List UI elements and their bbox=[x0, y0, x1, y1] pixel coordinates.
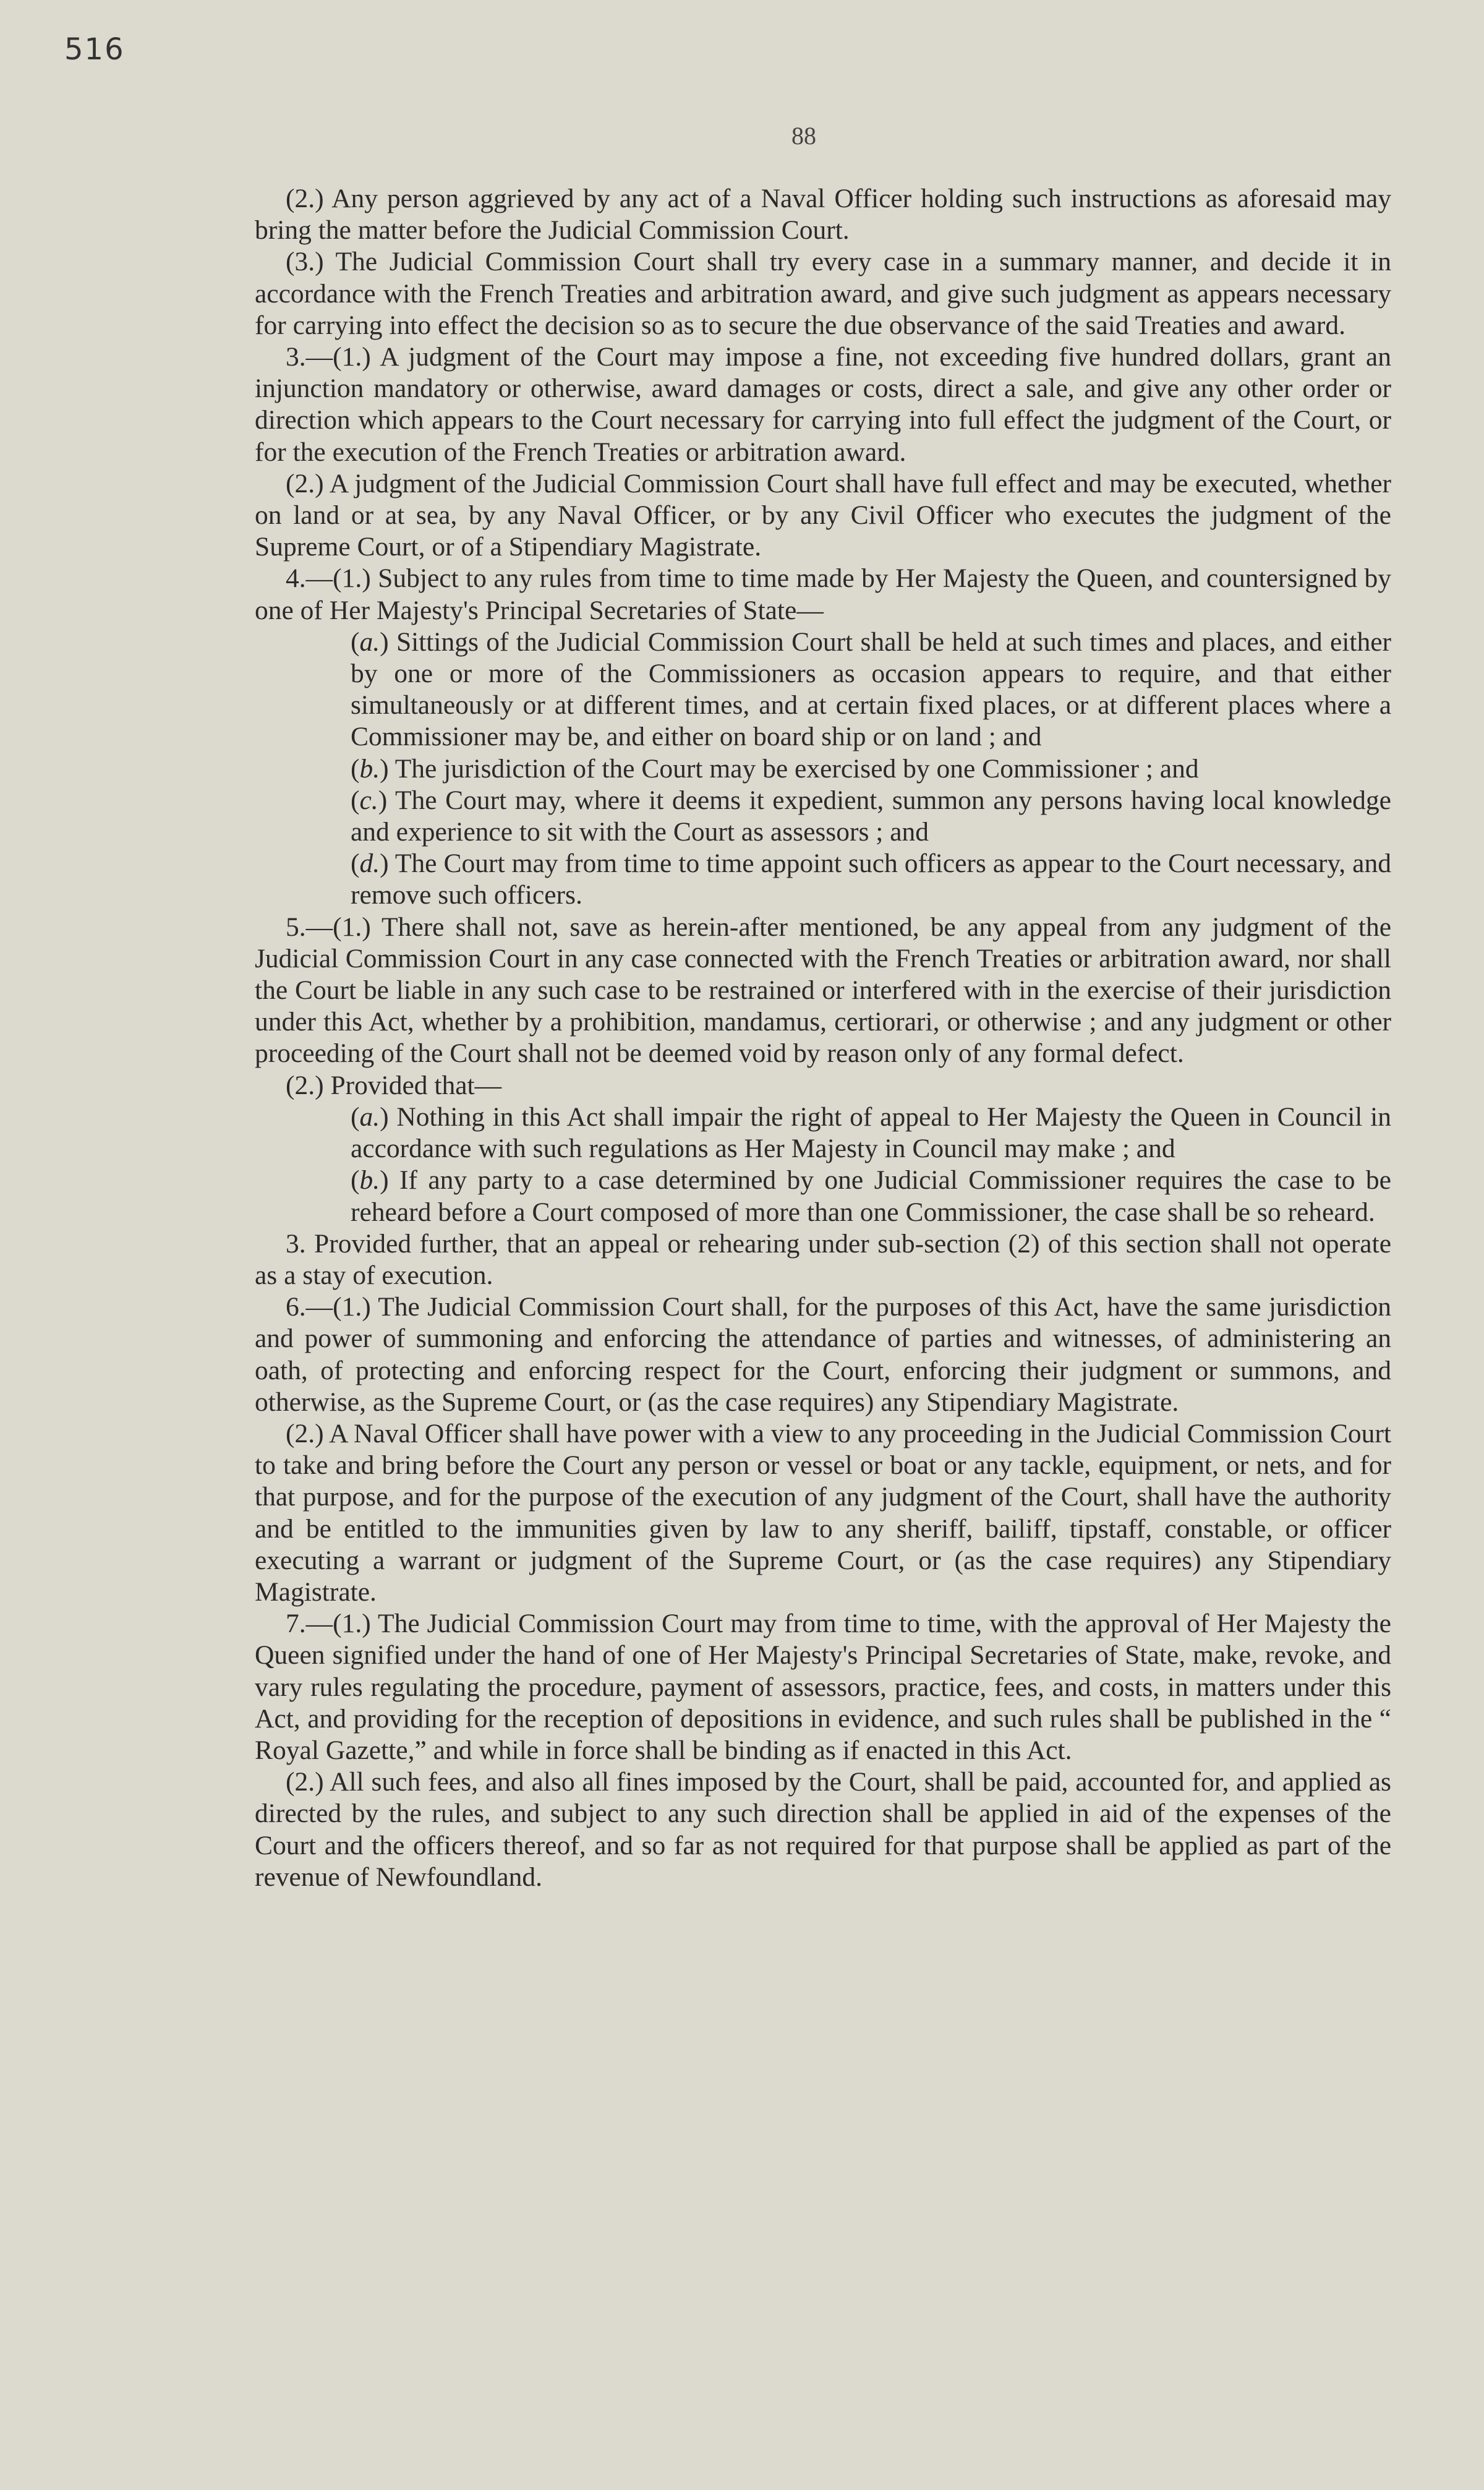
paragraph: (2.) Provided that— bbox=[286, 1070, 502, 1100]
list-item: (b.) The jurisdiction of the Court may be exercised by one Commissioner ; and bbox=[351, 753, 1199, 784]
list-item-text: The Court may, where it deems it expedient, summon any persons having local knowledge and experience to sit with the Court as assessors ; and bbox=[351, 785, 1391, 847]
list-item-label: d. bbox=[359, 849, 380, 879]
list-item: (b.) If any party to a case determined by one Judicial Commissioner requires the case to be reheard before a Court composed of more than one Commissioner, the case shall be so reheard. bbox=[351, 1165, 1391, 1227]
list-item-text: Nothing in this Act shall impair the right of appeal to Her Majesty the Queen in Council in accordance with such regulations as Her Majesty in Council may make ; and bbox=[351, 1102, 1391, 1164]
paragraph: (2.) All such fees, and also all fines imposed by the Court, shall be paid, accounted for, and applied as directed by the rules, and subject to any such direction shall be applied in aid of the expenses of the Court and the officers thereof, and so far as not required for that purpose shall be applied as part of the revenue of Newfoundland. bbox=[255, 1767, 1391, 1892]
paragraph: (3.) The Judicial Commission Court shall try every case in a summary manner, and decide it in accordance with the French Treaties and arbitration award, and give such judgment as appears necessary for carrying into effect the decision so as to secure the due observance of the said Treaties and award. bbox=[255, 247, 1391, 340]
list-item: (d.) The Court may from time to time appoint such officers as appear to the Court necessary, and remove such officers. bbox=[351, 849, 1391, 910]
page-corner-number: 516 bbox=[64, 32, 125, 67]
paragraph: 5.—(1.) There shall not, save as herein-after mentioned, be any appeal from any judgment of the Judicial Commission Court in any case connected with the French Treaties or arbitration award, nor shall the Court be liable in any such case to be restrained or interfered with in the exercise of their jurisdiction under this Act, whether by a prohibition, mandamus, certiorari, or otherwise ; and any judgment or other proceeding of the Court shall not be deemed void by reason only of any formal defect. bbox=[255, 912, 1391, 1069]
list-item-text: If any party to a case determined by one Judicial Commissioner requires the case to be reheard before a Court composed of more than one Commissioner, the case shall be so reheard. bbox=[351, 1165, 1391, 1227]
paragraph: 3. Provided further, that an appeal or rehearing under sub-section (2) of this section shall not operate as a stay of execution. bbox=[255, 1228, 1391, 1290]
document-body bbox=[255, 183, 1391, 1893]
paragraph: (2.) A judgment of the Judicial Commission Court shall have full effect and may be executed, whether on land or at sea, by any Naval Officer, or by any Civil Officer who executes the judgment of the Supreme Court, or of a Stipendiary Magistrate. bbox=[255, 468, 1391, 562]
list-item: (a.) Sittings of the Judicial Commission Court shall be held at such times and places, and either by one or more of the Commissioners as occasion appears to require, and that either simultaneously or at different times, and at certain fixed places, or at different places where a Commissioner may be, and either on board ship or on land ; and bbox=[351, 627, 1391, 752]
list-item-label: a. bbox=[359, 627, 380, 657]
paragraph: 6.—(1.) The Judicial Commission Court shall, for the purposes of this Act, have the same jurisdiction and power of summoning and enforcing the attendance of parties and witnesses, of administering an oath, of protecting and enforcing respect for the Court, enforcing their judgment or summons, and otherwise, as the Supreme Court, or (as the case requires) any Stipendiary Magistrate. bbox=[255, 1292, 1391, 1417]
list-item-text: The jurisdiction of the Court may be exercised by one Commissioner ; and bbox=[394, 753, 1199, 784]
paragraph: 3.—(1.) A judgment of the Court may impose a fine, not exceeding five hundred dollars, grant an injunction mandatory or otherwise, award damages or costs, direct a sale, and give any other order or direction which appears to the Court necessary for carrying into full effect the judgment of the Court, or for the execution of the French Treaties or arbitration award. bbox=[255, 342, 1391, 467]
list-item-label: c. bbox=[359, 785, 378, 815]
paragraph: (2.) Any person aggrieved by any act of a Naval Officer holding such instructions as aforesaid may bring the matter before the Judicial Commission Court. bbox=[255, 184, 1391, 246]
paragraph: 7.—(1.) The Judicial Commission Court may from time to time, with the approval of Her Majesty the Queen signified under the hand of one of Her Majesty's Principal Secretaries of State, make, revoke, and vary rules regulating the procedure, payment of assessors, practice, fees, and costs, in matters under this Act, and providing for the reception of depositions in evidence, and such rules shall be published in the “ Royal Gazette,” and while in force shall be binding as if enacted in this Act. bbox=[255, 1609, 1391, 1765]
list-item-label: b. bbox=[359, 753, 380, 784]
list-item-text: Sittings of the Judicial Commission Court shall be held at such times and places, and either by one or more of the Commissioners as occasion appears to require, and that either simultaneously or at different times, and at certain fixed places, or at different places where a Commissioner may be, and either on board ship or on land ; and bbox=[351, 627, 1391, 752]
list-item: (a.) Nothing in this Act shall impair the right of appeal to Her Majesty the Queen in Council in accordance with such regulations as Her Majesty in Council may make ; and bbox=[351, 1102, 1391, 1164]
paragraph: (2.) A Naval Officer shall have power with a view to any proceeding in the Judicial Commission Court to take and bring before the Court any person or vessel or boat or any tackle, equipment, or nets, and for that purpose, and for the purpose of the execution of any judgment of the Court, shall have the authority and be entitled to the immunities given by law to any sheriff, bailiff, tipstaff, constable, or officer executing a warrant or judgment of the Supreme Court, or (as the case requires) any Stipendiary Magistrate. bbox=[255, 1418, 1391, 1607]
list-item-label: a. bbox=[359, 1102, 380, 1132]
paragraph: 4.—(1.) Subject to any rules from time to time made by Her Majesty the Queen, and countersigned by one of Her Majesty's Principal Secretaries of State— bbox=[255, 563, 1391, 625]
list-item: (c.) The Court may, where it deems it expedient, summon any persons having local knowledge and experience to sit with the Court as assessors ; and bbox=[351, 785, 1391, 847]
list-item-text: The Court may from time to time appoint such officers as appear to the Court necessary, and remove such officers. bbox=[351, 849, 1391, 910]
page-number: 88 bbox=[791, 122, 816, 150]
list-item-label: b. bbox=[359, 1165, 380, 1196]
